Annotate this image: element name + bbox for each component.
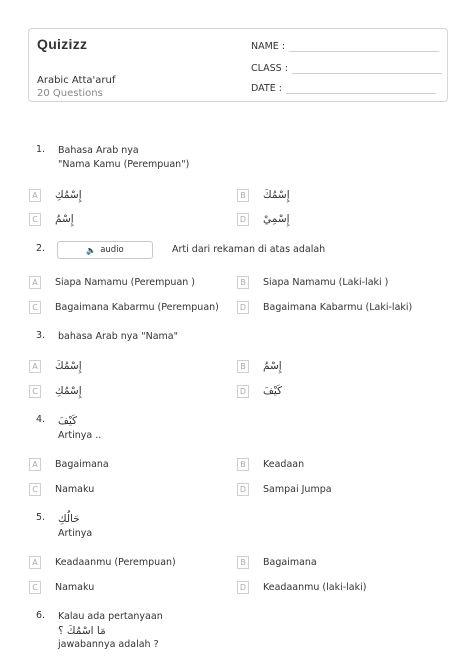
- option-text: إِسْمُكِ: [55, 385, 82, 397]
- option-letter: A: [29, 189, 41, 202]
- question-text-line: حَالُكِ: [58, 513, 80, 525]
- question-number: 3.: [36, 330, 46, 341]
- option-letter: B: [237, 360, 249, 373]
- option-letter: A: [29, 556, 41, 569]
- class-field[interactable]: [251, 63, 442, 74]
- question-text-line: كَيْفَ: [58, 415, 78, 427]
- option-text: Siapa Namamu (Laki-laki ): [263, 276, 389, 288]
- option-text: كَيْفَ: [263, 385, 283, 397]
- name-label: NAME :: [251, 41, 286, 52]
- question-count: 20 Questions: [37, 88, 103, 99]
- option-text: Keadaanmu (Perempuan): [55, 556, 176, 568]
- option-letter: D: [237, 213, 249, 226]
- question-text-line: Artinya: [58, 528, 93, 539]
- option-1c[interactable]: [29, 212, 74, 226]
- option-text: إِسْمُكَ: [263, 189, 290, 201]
- option-text: Sampai Jumpa: [263, 483, 332, 495]
- option-2c[interactable]: [29, 300, 219, 314]
- option-5d[interactable]: [237, 580, 366, 594]
- option-text: Keadaan: [263, 458, 305, 470]
- option-4a[interactable]: [29, 457, 109, 471]
- option-letter: D: [237, 301, 249, 314]
- question-text-line: Arti dari rekaman di atas adalah: [172, 244, 326, 255]
- question-text-line: Bahasa Arab nya: [58, 145, 139, 156]
- question-text-line: bahasa Arab nya "Nama": [58, 331, 178, 342]
- option-2b[interactable]: [237, 275, 388, 289]
- question-number: 6.: [36, 610, 46, 621]
- option-1d[interactable]: [237, 212, 290, 226]
- option-3a[interactable]: [29, 359, 82, 373]
- name-field[interactable]: [251, 41, 439, 52]
- question-number: 5.: [36, 512, 46, 523]
- question-number: 4.: [36, 414, 46, 425]
- audio-label: audio: [100, 245, 124, 255]
- option-4b[interactable]: [237, 457, 304, 471]
- option-text: Namaku: [55, 581, 95, 593]
- audio-button[interactable]: [57, 241, 153, 259]
- option-text: إِسْمُ: [263, 360, 282, 372]
- question-text-line: "Nama Kamu (Perempuan"): [58, 159, 190, 170]
- option-text: Bagaimana Kabarmu (Laki-laki): [263, 301, 413, 313]
- option-text: Siapa Namamu (Perempuan ): [55, 276, 196, 288]
- option-letter: C: [29, 213, 41, 226]
- date-line: [286, 84, 436, 94]
- option-3c[interactable]: [29, 384, 82, 398]
- option-3b[interactable]: [237, 359, 282, 373]
- question-text-line: jawabannya adalah ?: [58, 639, 159, 650]
- option-letter: C: [29, 301, 41, 314]
- option-2a[interactable]: [29, 275, 195, 289]
- option-letter: A: [29, 458, 41, 471]
- option-letter: C: [29, 483, 41, 496]
- option-text: Bagaimana: [55, 458, 109, 470]
- option-letter: B: [237, 276, 249, 289]
- option-5b[interactable]: [237, 555, 317, 569]
- question-text-line: Kalau ada pertanyaan: [58, 611, 163, 622]
- option-letter: D: [237, 385, 249, 398]
- worksheet-title: Arabic Atta'aruf: [37, 75, 116, 86]
- option-3d[interactable]: [237, 384, 282, 398]
- question-number: 1.: [36, 144, 46, 155]
- worksheet-header: [28, 28, 448, 102]
- option-text: Keadaanmu (laki-laki): [263, 581, 367, 593]
- option-letter: B: [237, 458, 249, 471]
- class-line: [292, 64, 442, 74]
- option-text: إِسْمُكَ: [55, 360, 82, 372]
- date-label: DATE :: [251, 83, 282, 94]
- option-1b[interactable]: [237, 188, 290, 202]
- option-text: إِسْمُكِ: [55, 189, 82, 201]
- option-text: Namaku: [55, 483, 95, 495]
- option-4c[interactable]: [29, 482, 94, 496]
- option-letter: A: [29, 276, 41, 289]
- quizizz-logo: Quizizz: [37, 36, 88, 52]
- option-text: Bagaimana Kabarmu (Perempuan): [55, 301, 219, 313]
- option-letter: B: [237, 189, 249, 202]
- question-number: 2.: [36, 243, 46, 254]
- option-letter: C: [29, 581, 41, 594]
- option-text: Bagaimana: [263, 556, 317, 568]
- option-2d[interactable]: [237, 300, 412, 314]
- option-4d[interactable]: [237, 482, 332, 496]
- option-letter: D: [237, 483, 249, 496]
- option-letter: C: [29, 385, 41, 398]
- option-text: إِسْمُ: [55, 213, 74, 225]
- question-text-line: Artinya ..: [58, 430, 102, 441]
- option-1a[interactable]: [29, 188, 82, 202]
- name-line: [289, 42, 439, 52]
- option-5c[interactable]: [29, 580, 94, 594]
- speaker-icon: 🔈: [86, 245, 97, 255]
- option-letter: B: [237, 556, 249, 569]
- date-field[interactable]: [251, 83, 436, 94]
- option-letter: A: [29, 360, 41, 373]
- option-letter: D: [237, 581, 249, 594]
- option-text: إِسْمِيْ: [263, 213, 290, 225]
- question-text-line: مَا اسْمُكَ ؟: [58, 625, 106, 637]
- option-5a[interactable]: [29, 555, 176, 569]
- class-label: CLASS :: [251, 63, 288, 74]
